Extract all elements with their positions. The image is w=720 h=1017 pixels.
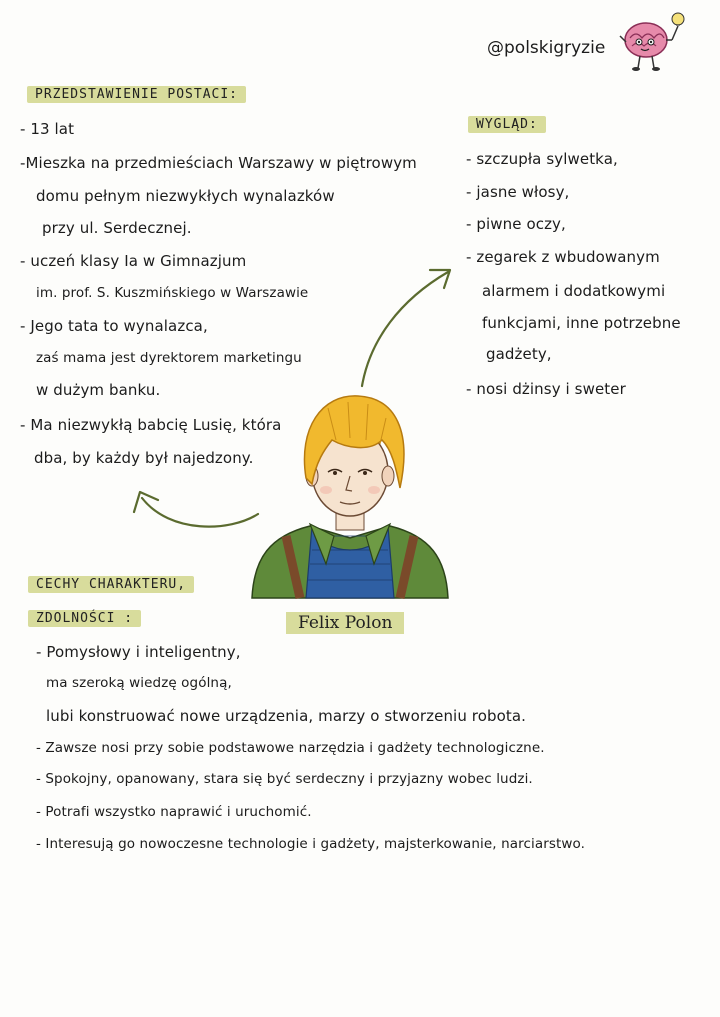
trait-line: - Potrafi wszystko naprawić i uruchomić. — [36, 804, 312, 820]
character-line: zaś mama jest dyrektorem marketingu — [36, 350, 302, 366]
appearance-line: gadżety, — [486, 345, 552, 363]
trait-line: - Spokojny, opanowany, stara się być serdeczny i przyjazny wobec ludzi. — [36, 771, 533, 787]
character-line: przy ul. Serdecznej. — [42, 219, 192, 237]
appearance-line: - jasne włosy, — [466, 183, 570, 201]
appearance-line: - szczupła sylwetka, — [466, 150, 618, 168]
character-line: - uczeń klasy Ia w Gimnazjum — [20, 252, 247, 270]
character-line: im. prof. S. Kuszmińskiego w Warszawie — [36, 285, 309, 301]
appearance-line: alarmem i dodatkowymi — [482, 282, 666, 300]
trait-line: - Zawsze nosi przy sobie podstawowe narzędzia i gadżety technologiczne. — [36, 740, 545, 756]
character-line: w dużym banku. — [36, 381, 161, 399]
character-line: - Ma niezwykłą babcię Lusię, która — [20, 416, 282, 434]
trait-line: - Pomysłowy i inteligentny, — [36, 643, 241, 661]
arrow-to-appearance-icon — [350, 260, 460, 390]
character-line: domu pełnym niezwykłych wynalazków — [36, 187, 335, 205]
trait-line: - Interesują go nowoczesne technologie i gadżety, majsterkowanie, narciarstwo. — [36, 836, 586, 852]
appearance-heading: WYGLĄD: — [468, 116, 546, 133]
character-name: Felix Polon — [286, 612, 404, 634]
character-line: -Mieszka na przedmieściach Warszawy w piętrowym — [20, 154, 417, 172]
trait-line: ma szeroką wiedzę ogólną, — [46, 675, 232, 691]
author-handle: @polskigryzie — [487, 38, 606, 58]
character-heading: PRZEDSTAWIENIE POSTACI: — [27, 86, 246, 103]
appearance-line: funkcjami, inne potrzebne — [482, 314, 681, 332]
character-line: dba, by każdy był najedzony. — [34, 449, 254, 467]
trait-line: lubi konstruować nowe urządzenia, marzy o stworzeniu robota. — [46, 707, 527, 725]
arrow-to-character-icon — [130, 468, 265, 538]
felix-portrait-illustration — [250, 388, 450, 598]
abilities-heading: ZDOLNOŚCI : — [28, 610, 141, 627]
traits-heading: CECHY CHARAKTERU, — [28, 576, 194, 593]
appearance-line: - zegarek z wbudowanym — [466, 248, 660, 266]
character-line: - Jego tata to wynalazca, — [20, 317, 208, 335]
appearance-line: - piwne oczy, — [466, 215, 566, 233]
brain-mascot-icon — [620, 10, 690, 76]
character-line: - 13 lat — [20, 120, 75, 138]
appearance-line: - nosi dżinsy i sweter — [466, 380, 626, 398]
